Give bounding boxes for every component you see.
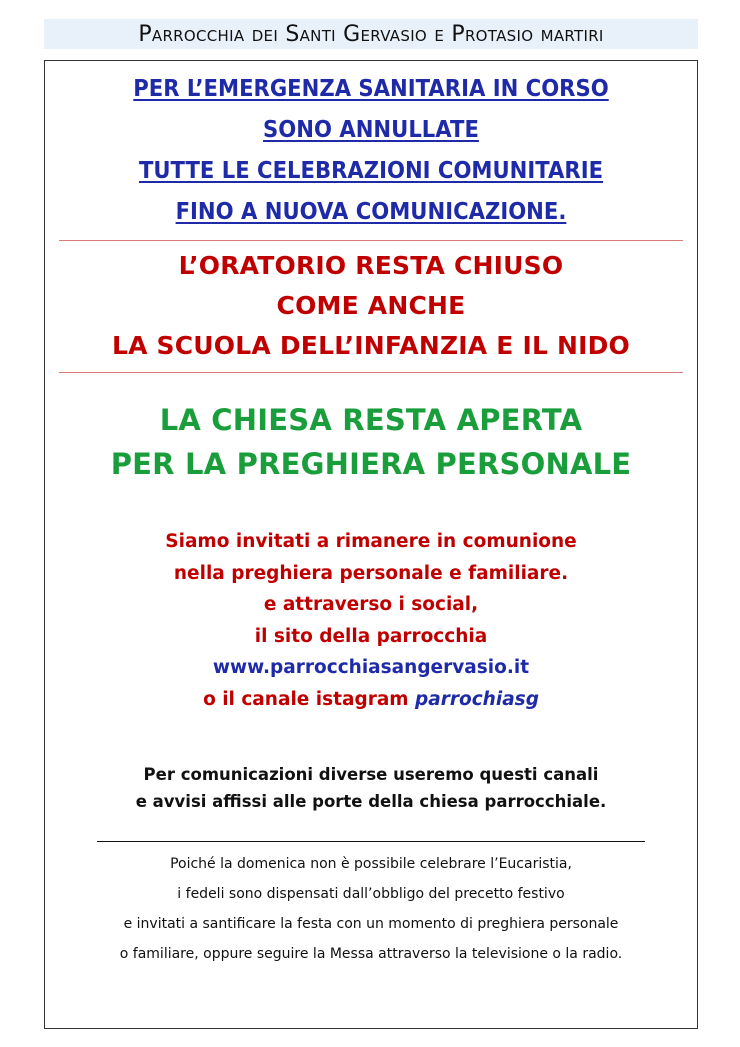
emergency-line: FINO A NUOVA COMUNICAZIONE. bbox=[175, 199, 567, 225]
invitation-line: nella preghiera personale e familiare. bbox=[173, 562, 569, 584]
dispensation-line: Poiché la domenica non è possibile celebrare l’Eucaristia, bbox=[170, 856, 572, 872]
instagram-line bbox=[45, 684, 697, 716]
closure-line: L’ORATORIO RESTA CHIUSO bbox=[178, 251, 564, 280]
church-line: LA CHIESA RESTA APERTA bbox=[159, 403, 583, 437]
emergency-line: PER L’EMERGENZA SANITARIA IN CORSO bbox=[133, 76, 609, 102]
invitation-line: il sito della parrocchia bbox=[254, 625, 488, 647]
dispensation-line: i fedeli sono dispensati dall’obbligo del precetto festivo bbox=[177, 886, 565, 902]
communications-line: Per comunicazioni diverse useremo questi canali bbox=[143, 765, 599, 784]
closure-line: COME ANCHE bbox=[276, 291, 466, 320]
invitation-text bbox=[45, 526, 697, 715]
separator-rule bbox=[97, 841, 645, 842]
church-line: PER LA PREGHIERA PERSONALE bbox=[110, 447, 632, 481]
invitation-line: Siamo invitati a rimanere in comunione bbox=[165, 531, 577, 552]
dispensation-line: o familiare, oppure seguire la Messa attraverso la televisione o la radio. bbox=[119, 946, 623, 962]
emergency-notice bbox=[45, 69, 697, 233]
dispensation-line: e invitati a santificare la festa con un momento di preghiera personale bbox=[123, 916, 619, 932]
closures-notice bbox=[45, 246, 697, 366]
instagram-prefix: o il canale istagram bbox=[203, 688, 409, 710]
section-divider bbox=[59, 372, 683, 373]
parish-name: Parrocchia dei Santi Gervasio e Protasio martiri bbox=[138, 21, 604, 47]
emergency-line: SONO ANNULLATE bbox=[263, 117, 479, 143]
instagram-handle[interactable]: parrochiasg bbox=[415, 688, 539, 710]
parish-website-link[interactable]: www.parrocchiasangervasio.it bbox=[212, 657, 530, 678]
dispensation-text bbox=[45, 849, 697, 969]
parish-header bbox=[44, 19, 698, 49]
emergency-line: TUTTE LE CELEBRAZIONI COMUNITARIE bbox=[138, 158, 604, 184]
invitation-line: e attraverso i social, bbox=[263, 594, 479, 615]
communications-note bbox=[45, 761, 697, 815]
section-divider bbox=[59, 240, 683, 241]
church-open-notice bbox=[45, 398, 697, 486]
communications-line: e avvisi affissi alle porte della chiesa parrocchiale. bbox=[135, 792, 607, 811]
notice-frame bbox=[44, 60, 698, 1029]
closure-line: LA SCUOLA DELL’INFANZIA E IL NIDO bbox=[111, 331, 631, 360]
